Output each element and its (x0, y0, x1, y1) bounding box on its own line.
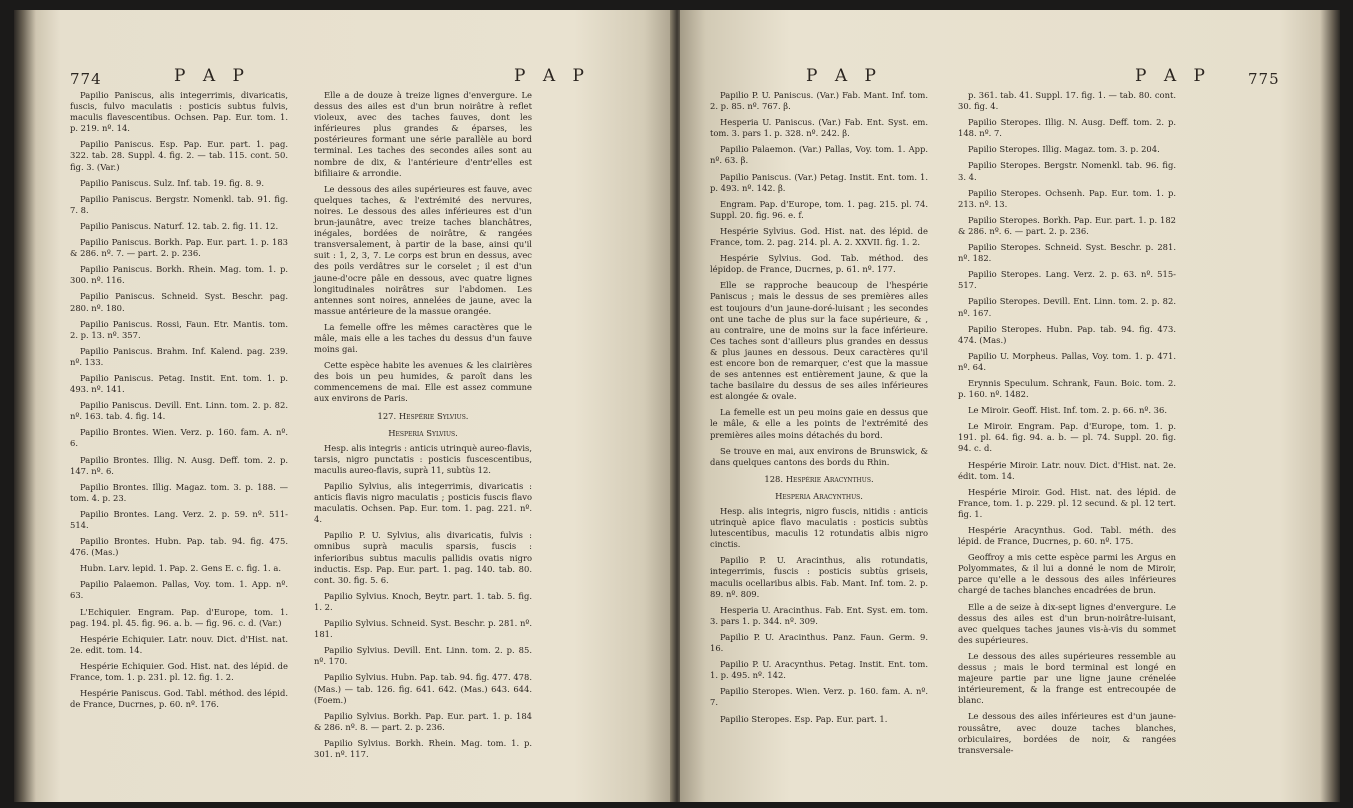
text-paragraph: Hespérie Echiquier. God. Hist. nat. des lépid. de France, tom. 1. p. 231. pl. 12. fig. 1. 2. (70, 660, 288, 683)
text-paragraph: Geoffroy a mis cette espèce parmi les Argus en Polyommates, & il lui a donné le nom de Miroir, parce qu'elle a le dessous des ailes inférieures chargé de taches blanches encadrées de brun. (958, 552, 1176, 596)
text-paragraph: Papilio Paniscus. Bergstr. Nomenkl. tab. 91. fig. 7. 8. (70, 193, 288, 215)
text-paragraph: Papilio Brontes. Illig. Magaz. tom. 3. p. 188. — tom. 4. p. 23. (70, 481, 288, 503)
text-paragraph: Papilio Paniscus. Brahm. Inf. Kalend. pag. 239. nº. 133. (70, 345, 288, 367)
text-paragraph: Papilio P. U. Aracinthus. Panz. Faun. Germ. 9. 16. (710, 631, 928, 654)
text-paragraph: Papilio Paniscus. Borkh. Rhein. Mag. tom. 1. p. 300. nº. 116. (70, 264, 288, 286)
text-paragraph: Elle se rapproche beaucoup de l'hespérie Paniscus ; mais le dessus de ses premières ailes est toujours d'un jaune-doré-luisant ; les secondes ont une tache de plus sur la face supérieure, & , au contraire, une de moins sur la face inférieure. Ces taches sont d'ailleurs plus grandes en dessus & plus jaunes en dessous. Deux caractères qu'il est encore bon de remarquer, c'est que la massue de ses antennes est entièrement jaune, & que la tache basilaire du dessus de ses ailes inférieures est alongée & ovale. (710, 280, 928, 402)
text-paragraph: Se trouve en mai, aux environs de Brunswick, & dans quelques cantons des bords du Rhin. (710, 445, 928, 467)
right-page (680, 10, 1340, 802)
text-paragraph: Hespérie Paniscus. God. Tabl. méthod. des lépid. de France, Ducrnes, p. 60. nº. 176. (70, 688, 288, 710)
text-column (958, 90, 1176, 761)
text-paragraph: Papilio Paniscus. Rossi, Faun. Etr. Mantis. tom. 2. p. 13. nº. 357. (70, 318, 288, 340)
text-paragraph: Papilio Steropes. Illig. Magaz. tom. 3. p. 204. (968, 144, 1160, 155)
text-paragraph: Papilio Brontes. Lang. Verz. 2. p. 59. nº. 511-514. (70, 508, 288, 530)
text-paragraph: Papilio Steropes. Wien. Verz. p. 160. fam. A. nº. 7. (710, 686, 928, 708)
text-column (710, 90, 928, 730)
text-paragraph: L'Echiquier. Engram. Pap. d'Europe, tom. 1. pag. 194. pl. 45. fig. 96. a. b. — fig. 96. c. d. (Var.) (70, 606, 288, 628)
open-book (14, 10, 1340, 802)
text-paragraph: La femelle est un peu moins gaie en dessus que le mâle, & elle a les points de l'extrémité des premières ailes moins détachés du bord. (710, 407, 928, 440)
text-paragraph: Papilio Steropes. Illig. N. Ausg. Deff. tom. 2. p. 148. nº. 7. (958, 117, 1176, 139)
text-paragraph: Hespérie Aracynthus. God. Tabl. méth. des lépid. de France, Ducrnes, p. 60. nº. 175. (958, 525, 1176, 547)
text-paragraph: Le dessous des ailes supérieures est fauve, avec quelques taches, & l'extrémité des nervures, noires. Le dessous des ailes inférieures est d'un brun-jaunâtre, avec treize taches blanchâtres, inégales, bordées de noirâtre, & rangées transversalement, à partir de la base, ainsi qu'il suit : 1, 2, 3, 7. Le corps est brun en dessus, avec des poils verdâtres sur le corselet ; il est d'un jaune-d'ocre pâle en dessous, avec quatre lignes longitudinales noirâtres sur l'abdomen. Les antennes sont noires, annelées de jaune, avec la massue antérieure de la massue orangée. (314, 183, 532, 316)
text-paragraph: Papilio Brontes. Wien. Verz. p. 160. fam. A. nº. 6. (70, 427, 288, 449)
running-head: P A P (514, 66, 590, 86)
text-paragraph: Papilio Paniscus. Esp. Pap. Eur. part. 1. pag. 322. tab. 28. Suppl. 4. fig. 2. — tab. 115. cont. 50. fig. 3. (Var.) (70, 139, 288, 172)
text-paragraph: Papilio Brontes. Illig. N. Ausg. Deff. tom. 2. p. 147. nº. 6. (70, 454, 288, 476)
text-paragraph: Hespérie Echiquier. Latr. nouv. Dict. d'Hist. nat. 2e. edit. tom. 14. (70, 633, 288, 655)
text-paragraph: Papilio Steropes. Lang. Verz. 2. p. 63. nº. 515-517. (958, 269, 1176, 291)
text-paragraph: Le Miroir. Engram. Pap. d'Europe, tom. 1. p. 191. pl. 64. fig. 94. a. b. — pl. 74. Suppl. 20. fig. 94. c. d. (958, 421, 1176, 454)
text-paragraph: Papilio Paniscus. Devill. Ent. Linn. tom. 2. p. 82. nº. 163. tab. 4. fig. 14. (70, 400, 288, 422)
text-paragraph: Papilio Steropes. Devill. Ent. Linn. tom. 2. p. 82. nº. 167. (958, 296, 1176, 318)
text-paragraph: Papilio Sylvius. Borkh. Rhein. Mag. tom. 1. p. 301. nº. 117. (314, 737, 532, 759)
left-page (14, 10, 674, 802)
running-head: P A P (806, 66, 882, 86)
text-paragraph: Papilio Steropes. Borkh. Pap. Eur. part. 1. p. 182 & 286. nº. 6. — part. 2. p. 236. (958, 214, 1176, 236)
text-paragraph: Papilio P. U. Paniscus. (Var.) Fab. Mant. Inf. tom. 2. p. 85. nº. 767. β. (710, 90, 928, 112)
text-column (314, 90, 532, 765)
text-paragraph: Papilio U. Morpheus. Pallas, Voy. tom. 1. p. 471. nº. 64. (958, 350, 1176, 372)
text-paragraph: Hespérie Sylvius. God. Tab. méthod. des lépidop. de France, Ducrnes, p. 61. nº. 177. (710, 253, 928, 275)
text-paragraph: Hesp. alis integris, nigro fuscis, nitidis : anticis utrinquè apice flavo maculatis : posticis subtùs lutescentibus, maculis 12 rotundatis albis nigro cinctis. (710, 506, 928, 550)
text-paragraph: Papilio Paniscus. (Var.) Petag. Instit. Ent. tom. 1. p. 493. nº. 142. β. (710, 171, 928, 193)
running-head: P A P (174, 66, 250, 86)
text-paragraph: Hespérie Sylvius. God. Hist. nat. des lépid. de France, tom. 2. pag. 214. pl. A. 2. XXVII. fig. 1. 2. (710, 225, 928, 248)
text-paragraph: Papilio Sylvius. Devill. Ent. Linn. tom. 2. p. 85. nº. 170. (314, 645, 532, 667)
text-paragraph: Papilio Steropes. Esp. Pap. Eur. part. 1. (720, 713, 888, 724)
text-paragraph: Papilio Paniscus. Borkh. Pap. Eur. part. 1. p. 183 & 286. nº. 7. — part. 2. p. 236. (70, 237, 288, 259)
text-paragraph: Papilio Sylvius. Schneid. Syst. Beschr. p. 281. nº. 181. (314, 618, 532, 640)
text-paragraph: Hesperia U. Aracinthus. Fab. Ent. Syst. em. tom. 3. pars 1. p. 344. nº. 309. (710, 604, 928, 626)
text-paragraph: Papilio Sylvius, alis integerrimis, divaricatis : anticis flavis nigro maculatis ; posticis fuscis flavo maculatis. Ochsen. Pap. Eur. tom. 1. pag. 221. nº. 4. (314, 481, 532, 525)
running-head: P A P (1135, 66, 1211, 86)
text-paragraph: Cette espèce habite les avenues & les clairières des bois un peu humides, & paroît dans les commencemens de mai. Elle est assez commune aux environs de Paris. (314, 360, 532, 404)
text-paragraph: Papilio Brontes. Hubn. Pap. tab. 94. fig. 475. 476. (Mas.) (70, 536, 288, 558)
text-paragraph: Papilio Palaemon. Pallas, Voy. tom. 1. App. nº. 63. (70, 579, 288, 601)
text-paragraph: Papilio Paniscus, alis integerrimis, divaricatis, fuscis, fulvo maculatis : posticis subtus fulvis, maculis flavescentibus. Ochsen. Pap. Eur. tom. 1. p. 219. nº. 14. (70, 90, 288, 134)
text-paragraph: Papilio P. U. Sylvius, alis divaricatis, fulvis : omnibus suprà maculis sparsis, fuscis : inferioribus subtus maculis pallidis ovatis nigro inductis. Esp. Pap. Eur. part. 1. pag. 140. tab. 80. cont. 30. fig. 5. 6. (314, 530, 532, 585)
text-paragraph: Papilio Paniscus. Petag. Instit. Ent. tom. 1. p. 493. nº. 141. (70, 372, 288, 395)
text-paragraph: Hesperia Sylvius. (388, 427, 458, 438)
text-paragraph: Le dessous des ailes inférieures est d'un jaune-roussâtre, avec douze taches blanches, orbiculaires, bordées de noir, & rangées transversale- (958, 711, 1176, 755)
text-paragraph: Papilio Paniscus. Naturf. 12. tab. 2. fig. 11. 12. (80, 220, 279, 231)
text-paragraph: Papilio Sylvius. Borkh. Pap. Eur. part. 1. p. 184 & 286. nº. 8. — part. 2. p. 236. (314, 710, 532, 732)
text-paragraph: Le dessous des ailes supérieures ressemble au dessus ; mais le bord terminal est longé en majeure partie par une ligne jaune crénelée intérieurement, & la frange est entrecoupée de blanc. (958, 650, 1176, 706)
text-paragraph: Engram. Pap. d'Europe, tom. 1. pag. 215. pl. 74. Suppl. 20. fig. 96. e. f. (710, 198, 928, 220)
text-paragraph: Papilio P. U. Aracynthus. Petag. Instit. Ent. tom. 1. p. 495. nº. 142. (710, 659, 928, 681)
page-number: 775 (1248, 70, 1280, 88)
text-paragraph: Papilio Steropes. Ochsenh. Pap. Eur. tom. 1. p. 213. nº. 13. (958, 187, 1176, 209)
text-paragraph: Papilio Sylvius. Hubn. Pap. tab. 94. fig. 477. 478. (Mas.) — tab. 126. fig. 641. 642. (Mas.) 643. 644. (Foem.) (314, 672, 532, 705)
text-paragraph: Hespérie Miroir. God. Hist. nat. des lépid. de France, tom. 1. p. 229. pl. 12 secund. & pl. 12 tert. fig. 1. (958, 486, 1176, 519)
text-paragraph: Papilio Sylvius. Knoch, Beytr. part. 1. tab. 5. fig. 1. 2. (314, 590, 532, 612)
text-paragraph: 127. Hespérie Sylvius. (377, 410, 469, 421)
text-paragraph: Le Miroir. Geoff. Hist. Inf. tom. 2. p. 66. nº. 36. (968, 405, 1167, 416)
text-column (70, 90, 288, 715)
text-paragraph: Papilio Steropes. Schneid. Syst. Beschr. p. 281. nº. 182. (958, 242, 1176, 264)
text-paragraph: Elle a de douze à treize lignes d'envergure. Le dessus des ailes est d'un brun noirâtre à reflet violeux, avec des taches fauves, dont les inférieures plus grandes & éparses, les postérieures formant une série parallèle au bord terminal. Les taches des secondes ailes sont au nombre de dix, & l'antérieure d'entr'elles est bifiliaire & arrondie. (314, 90, 532, 178)
text-paragraph: Hesp. alis integris : anticis utrinquè aureo-flavis, tarsis, nigro punctatis : posticis fuscescentibus, maculis aureo-flavis, suprà 11, subtùs 12. (314, 442, 532, 475)
text-paragraph: Hesperia Aracynthus. (775, 490, 863, 501)
text-paragraph: La femelle offre les mêmes caractères que le mâle, mais elle a les taches du dessus d'un fauve moins gai. (314, 321, 532, 355)
text-paragraph: Hespérie Miroir. Latr. nouv. Dict. d'Hist. nat. 2e. édit. tom. 14. (958, 459, 1176, 481)
text-paragraph: Papilio Paniscus. Schneid. Syst. Beschr. pag. 280. nº. 180. (70, 291, 288, 313)
text-paragraph: 128. Hespérie Aracynthus. (764, 473, 874, 484)
text-paragraph: Papilio Steropes. Bergstr. Nomenkl. tab. 96. fig. 3. 4. (958, 160, 1176, 182)
text-paragraph: Papilio P. U. Aracinthus, alis rotundatis, integerrimis, fuscis : posticis subtùs griseis, maculis ocellaribus albis. Fab. Mant. Inf. tom. 2. p. 89. nº. 809. (710, 555, 928, 599)
text-paragraph: Elle a de seize à dix-sept lignes d'envergure. Le dessus des ailes est d'un brun-noirâtre-luisant, avec quelques taches jaunes vis-à-vis du sommet des supérieures. (958, 601, 1176, 645)
text-paragraph: Papilio Palaemon. (Var.) Pallas, Voy. tom. 1. App. nº. 63. β. (710, 144, 928, 166)
text-paragraph: Papilio Steropes. Hubn. Pap. tab. 94. fig. 473. 474. (Mas.) (958, 323, 1176, 345)
text-paragraph: Hesperia U. Paniscus. (Var.) Fab. Ent. Syst. em. tom. 3. pars 1. p. 328. nº. 242. β. (710, 117, 928, 139)
page-number: 774 (70, 70, 102, 88)
text-paragraph: Papilio Paniscus. Sulz. Inf. tab. 19. fig. 8. 9. (80, 177, 264, 188)
text-paragraph: Erynnis Speculum. Schrank, Faun. Boic. tom. 2. p. 160. nº. 1482. (958, 377, 1176, 400)
text-paragraph: Hubn. Larv. lepid. 1. Pap. 2. Gens E. c. fig. 1. a. (80, 563, 282, 574)
text-paragraph: p. 361. tab. 41. Suppl. 17. fig. 1. — tab. 80. cont. 30. fig. 4. (958, 90, 1176, 112)
